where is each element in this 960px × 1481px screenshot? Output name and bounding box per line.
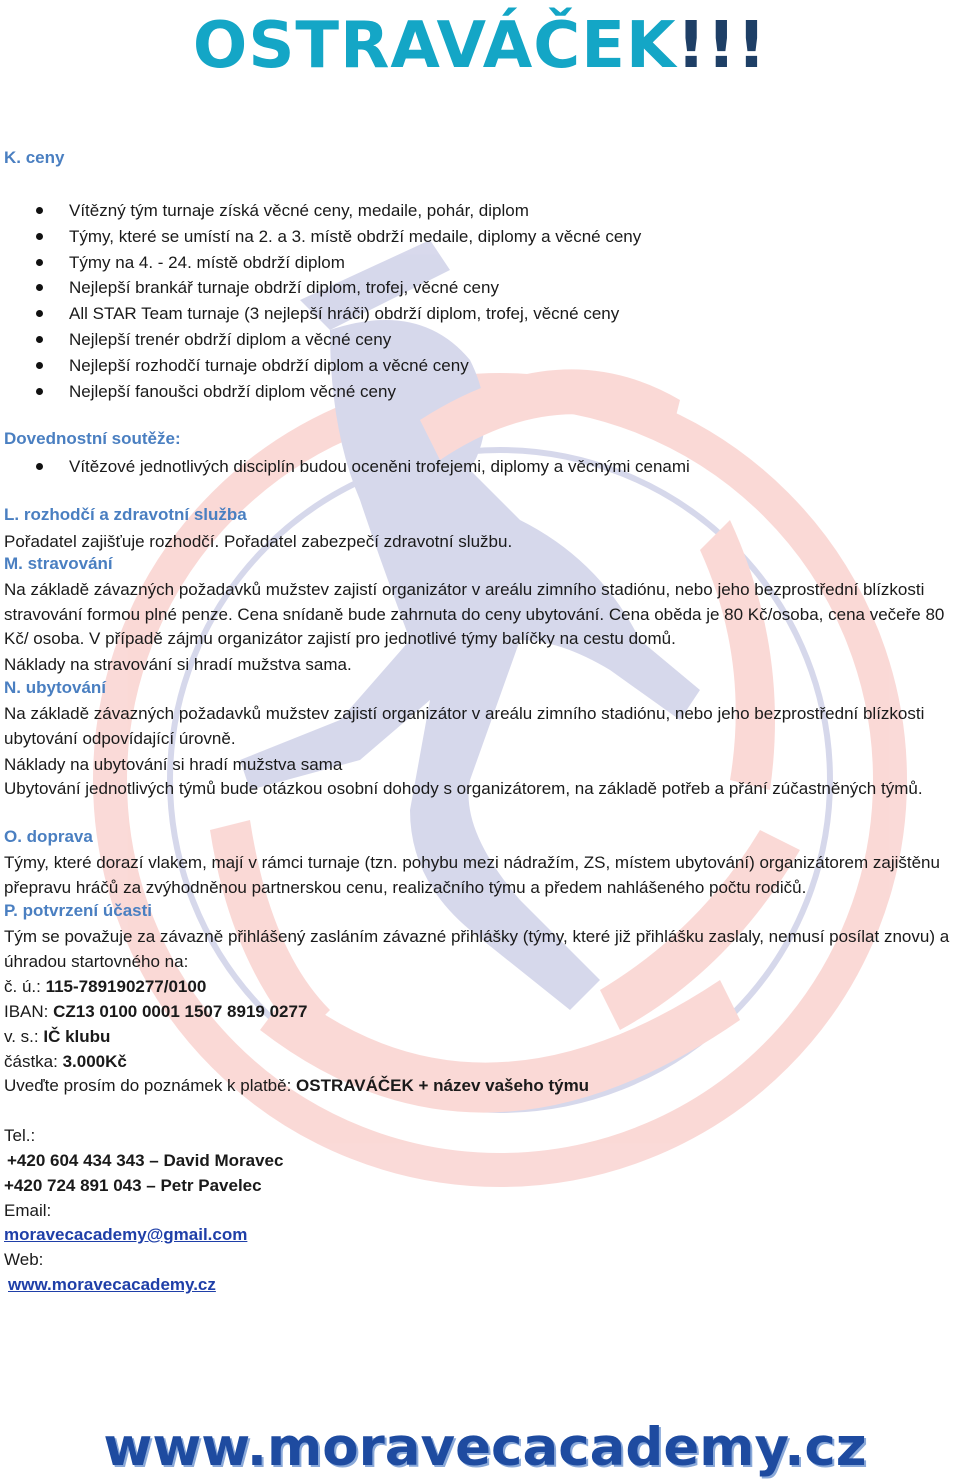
section-n-costs: Náklady na ubytování si hradí mužstva sama	[4, 755, 343, 774]
list-item: Vítězové jednotlivých disciplín budou oceněni trofejemi, diplomy a věcnými cenami	[0, 454, 690, 480]
section-k-heading: K. ceny	[4, 148, 65, 167]
account-number	[4, 974, 960, 999]
list-item: Nejlepší rozhodčí turnaje obdrží diplom a věcné ceny	[0, 353, 641, 379]
account-label: č. ú.:	[4, 977, 46, 996]
payment-note	[4, 1073, 960, 1098]
section-n-heading: N. ubytování	[4, 678, 107, 697]
iban-value: CZ13 0100 0001 1507 8919 0277	[53, 1002, 308, 1021]
section-n-paragraph: Na základě závazných požadavků mužstev zajistí organizátor v areálu zimního stadiónu, nebo jeho bezprostřední blízkosti ubytování odpovídající úrovně.	[4, 704, 925, 748]
iban-label: IBAN:	[4, 1002, 54, 1021]
footer-website-banner: www.moravecacademy.cz	[103, 1417, 867, 1478]
amount	[4, 1049, 960, 1074]
list-item: Nejlepší brankář turnaje obdrží diplom, trofej, věcné ceny	[0, 275, 641, 301]
variable-symbol	[4, 1024, 960, 1049]
section-l-text: Pořadatel zajišťuje rozhodčí. Pořadatel zabezpečí zdravotní službu.	[4, 532, 513, 551]
amount-value: 3.000Kč	[62, 1052, 127, 1071]
section-n-agreement: Ubytování jednotlivých týmů bude otázkou osobní dohody s organizátorem, na základě potřeb a přání zúčastněných týmů.	[4, 779, 923, 798]
prizes-list	[0, 198, 641, 404]
email-label: Email:	[4, 1201, 52, 1220]
phone-david-moravec: +420 604 434 343 – David Moravec	[7, 1151, 284, 1170]
list-item: Týmy, které se umístí na 2. a 3. místě obdrží medaile, diplomy a věcné ceny	[0, 224, 641, 250]
note-label: Uveďte prosím do poznámek k platbě:	[4, 1076, 297, 1095]
vs-value: IČ klubu	[43, 1027, 111, 1046]
section-p-paragraph: Tým se považuje za závazně přihlášený zasláním závazné přihlášky (týmy, které již přihlášku zaslaly, nemusí posílat znovu) a úhradou startovného na:	[4, 927, 950, 971]
iban	[4, 999, 960, 1024]
email-link[interactable]: moravecacademy@gmail.com	[4, 1225, 248, 1244]
web-row	[8, 1272, 960, 1297]
amount-label: částka:	[4, 1052, 63, 1071]
section-m-paragraph: Na základě závazných požadavků mužstev zajistí organizátor v areálu zimního stadiónu, nebo jeho bezprostřední blízkosti stravování formou plné penze. Cena snídaně bude zahrnuta do ceny ubytování. Cena oběda je 80 Kč/osoba, cena večeře 80 Kč/ osoba. V případě zájmu organizátor zajistí pro jednotlivé týmy balíčky na cestu domů.	[4, 580, 945, 649]
section-o-paragraph: Týmy, které dorazí vlakem, mají v rámci turnaje (tzn. pohybu mezi nádražím, ZS, místem ubytování) organizátorem zajištěnu přepravu hráčů za zvýhodněnou partnerskou cenu, realizačního týmu a předem nahlášeného počtu rodičů.	[4, 853, 940, 897]
phone-petr-pavelec: +420 724 891 043 – Petr Pavelec	[4, 1176, 262, 1195]
account-value: 115-789190277/0100	[45, 977, 207, 996]
tel-label: Tel.:	[4, 1126, 36, 1145]
event-logo	[0, 8, 960, 84]
list-item: Nejlepší fanoušci obdrží diplom věcné ceny	[0, 379, 641, 405]
section-p-heading: P. potvrzení účasti	[4, 901, 153, 920]
logo-exclamations: !!!	[676, 9, 768, 83]
skills-list	[0, 454, 690, 480]
section-o-heading: O. doprava	[4, 827, 93, 846]
logo-word: OSTRAVÁČEK	[192, 9, 677, 83]
note-value: OSTRAVÁČEK + název vašeho týmu	[296, 1076, 590, 1095]
web-link[interactable]: www.moravecacademy.cz	[8, 1275, 216, 1294]
vs-label: v. s.:	[4, 1027, 44, 1046]
section-m-heading: M. stravování	[4, 554, 113, 573]
section-l-heading: L. rozhodčí a zdravotní služba	[4, 505, 247, 524]
section-m-costs: Náklady na stravování si hradí mužstva sama.	[4, 655, 352, 674]
list-item: Týmy na 4. - 24. místě obdrží diplom	[0, 250, 641, 276]
skills-heading: Dovednostní soutěže:	[4, 429, 181, 448]
list-item: Nejlepší trenér obdrží diplom a věcné ceny	[0, 327, 641, 353]
list-item: All STAR Team turnaje (3 nejlepší hráči) obdrží diplom, trofej, věcné ceny	[0, 301, 641, 327]
email-row	[4, 1222, 960, 1247]
web-label: Web:	[4, 1250, 44, 1269]
list-item: Vítězný tým turnaje získá věcné ceny, medaile, pohár, diplom	[0, 198, 641, 224]
